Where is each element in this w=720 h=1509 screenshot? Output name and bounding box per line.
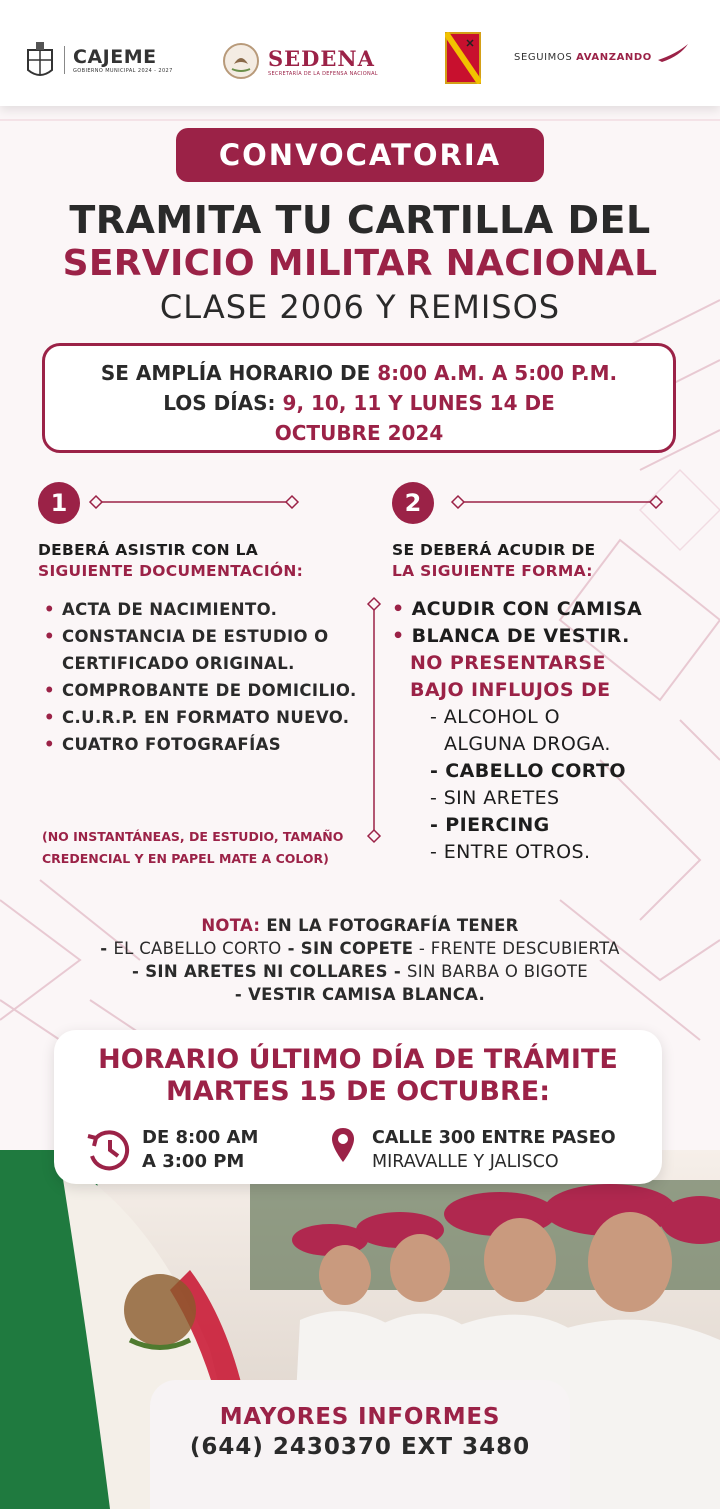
last-day-time-1: DE 8:00 AM <box>142 1127 259 1148</box>
last-day-title-2: MARTES 15 DE OCTUBRE: <box>166 1076 550 1107</box>
bullet-icon: • <box>392 598 412 620</box>
slogan-part-b: AVANZANDO <box>576 52 652 63</box>
photo-requirements-note <box>0 914 720 1006</box>
last-day-card <box>54 1030 662 1184</box>
clock-icon <box>82 1126 132 1172</box>
list-item: BLANCA DE VESTIR. <box>411 625 630 647</box>
step-1-heading <box>38 540 303 582</box>
slogan-part-a: SEGUIMOS <box>514 52 577 63</box>
address-line-1: CALLE 300 ENTRE PASEO <box>372 1128 616 1148</box>
address-line-2: MIRAVALLE Y JALISCO <box>372 1152 559 1172</box>
step-2-heading-2: LA SIGUIENTE FORMA: <box>392 562 593 580</box>
cajeme-shield-icon <box>24 40 56 80</box>
step-2-badge: 2 <box>392 482 434 524</box>
header-bar <box>0 0 720 106</box>
step-1-badge: 1 <box>38 482 80 524</box>
step-1-heading-1: DEBERÁ ASISTIR CON LA <box>38 541 259 559</box>
step-2-heading-1: SE DEBERÁ ACUDIR DE <box>392 541 596 559</box>
list-item: • C.U.R.P. EN FORMATO NUEVO. <box>42 704 362 731</box>
list-item: ACUDIR CON CAMISA <box>411 598 643 620</box>
title-line-1: TRAMITA TU CARTILLA DEL <box>69 198 651 242</box>
hours-days: 9, 10, 11 Y LUNES 14 DE <box>282 391 555 415</box>
contact-phone: (644) 2430370 EXT 3480 <box>189 1434 531 1460</box>
nota-2a: - <box>100 939 114 958</box>
sedena-name: SEDENA <box>268 45 375 71</box>
bullet-icon: • <box>392 625 412 647</box>
contact-heading: MAYORES INFORMES <box>219 1404 501 1430</box>
nota-2d: - FRENTE DESCUBIERTA <box>413 939 620 958</box>
list-item: • CONSTANCIA DE ESTUDIO O CERTIFICADO ORIGINAL. <box>42 623 362 677</box>
list-item: - SIN ARETES <box>430 787 560 809</box>
nota-label: NOTA: <box>201 916 261 935</box>
hours-text-c: LOS DÍAS: <box>163 391 283 415</box>
eagle-seal-icon <box>222 42 260 80</box>
list-item: - ALCOHOL O <box>430 706 560 728</box>
contact-info-panel <box>150 1380 570 1509</box>
convocatoria-pill: CONVOCATORIA <box>176 128 544 182</box>
last-day-time-2: A 3:00 PM <box>142 1151 245 1172</box>
nota-3a: - SIN ARETES NI COLLARES <box>132 962 388 981</box>
list-item: - CABELLO CORTO <box>430 760 626 782</box>
extended-hours-box <box>42 343 676 453</box>
hours-text-a: SE AMPLÍA HORARIO DE <box>100 361 378 385</box>
hours-month: OCTUBRE 2024 <box>274 421 444 445</box>
slogan <box>514 52 652 63</box>
step-1-line <box>86 492 306 512</box>
column-divider <box>364 596 384 844</box>
location-pin-icon <box>330 1126 356 1164</box>
list-item: - PIERCING <box>430 814 550 836</box>
nota-line-1: EN LA FOTOGRAFÍA TENER <box>260 916 519 935</box>
nota-line-4: - VESTIR CAMISA BLANCA. <box>234 985 486 1004</box>
cajeme-subtitle: GOBIERNO MUNICIPAL 2024 - 2027 <box>73 68 173 74</box>
documents-list <box>42 596 362 758</box>
last-day-address <box>372 1126 616 1174</box>
photo-note: (NO INSTANTÁNEAS, DE ESTUDIO, TAMAÑO CREDENCIAL Y EN PAPEL MATE A COLOR) <box>42 829 344 866</box>
step-2-heading <box>392 540 595 582</box>
list-item: • COMPROBANTE DE DOMICILIO. <box>42 677 362 704</box>
list-item: - ENTRE OTROS. <box>430 841 591 863</box>
swoosh-icon <box>658 44 688 62</box>
step-1-heading-2: SIGUIENTE DOCUMENTACIÓN: <box>38 562 304 580</box>
title-line-2: SERVICIO MILITAR NACIONAL <box>62 243 658 284</box>
step-2-line <box>448 492 672 512</box>
nota-2b: EL CABELLO CORTO <box>113 939 282 958</box>
last-day-hours <box>142 1126 258 1174</box>
list-item: • ACTA DE NACIMIENTO. <box>42 596 362 623</box>
last-day-title <box>54 1044 662 1108</box>
list-item: • CUATRO FOTOGRAFÍAS <box>42 731 362 758</box>
nota-2c: - SIN COPETE <box>281 939 414 958</box>
list-item: ALGUNA DROGA. <box>444 733 611 755</box>
list-item: BAJO INFLUJOS DE <box>410 679 611 701</box>
sedena-logo <box>222 42 378 80</box>
cajeme-name: CAJEME <box>73 46 157 68</box>
last-day-title-1: HORARIO ÚLTIMO DÍA DE TRÁMITE <box>98 1044 618 1075</box>
nota-3b: - <box>387 962 408 981</box>
sedena-subtitle: SECRETARÍA DE LA DEFENSA NACIONAL <box>268 70 378 77</box>
flag-badge-icon <box>445 32 481 84</box>
list-item: NO PRESENTARSE <box>410 652 606 674</box>
nota-3c: SIN BARBA O BIGOTE <box>407 962 588 981</box>
title-line-3: CLASE 2006 Y REMISOS <box>159 288 561 326</box>
cajeme-logo <box>24 40 173 80</box>
attendance-list <box>392 596 692 866</box>
hours-range: 8:00 A.M. A 5:00 P.M. <box>377 361 618 385</box>
